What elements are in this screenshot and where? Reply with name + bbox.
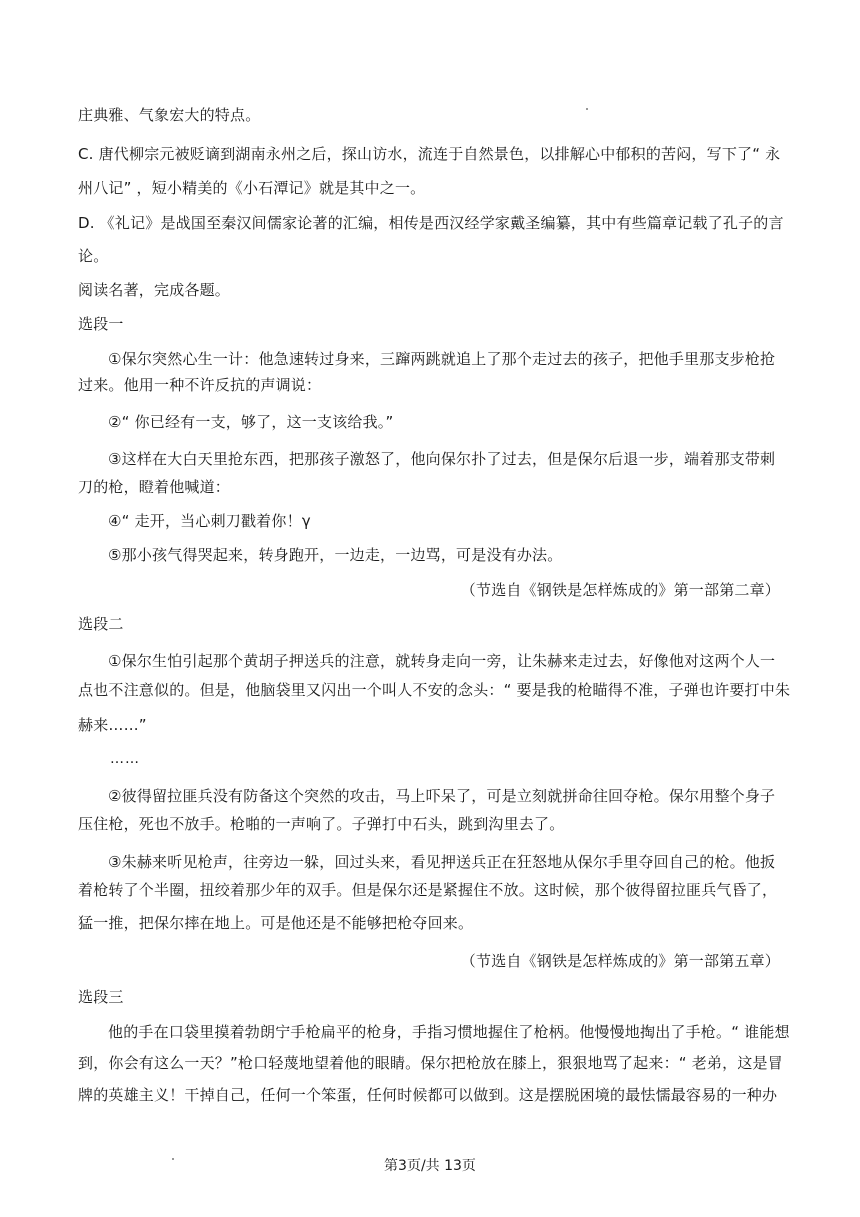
paragraph-line: 牌的英雄主义！干掉自己，任何一个笨蛋，任何时候都可以做到。这是摆脱困境的最怯懦最容易的一种办	[78, 1086, 778, 1104]
section-heading-1: 选段一	[78, 315, 124, 333]
paragraph-line: 到，你会有这么一天？”枪口轻蔑地望着他的眼睛。保尔把枪放在膝上，狠狠地骂了起来：“ 老弟，这是冒	[78, 1054, 783, 1072]
option-d-line: D. 《礼记》是战国至秦汉间儒家论著的汇编，相传是西汉经学家戴圣编纂，其中有些篇章记载了孔子的言	[78, 214, 784, 232]
paragraph-line: 赫来……”	[78, 716, 147, 734]
paragraph-line: ③朱赫来听见枪声，往旁边一躲，回过头来，看见押送兵正在狂怒地从保尔手里夺回自己的枪。他扳	[108, 853, 776, 871]
paragraph-line: 他的手在口袋里摸着勃朗宁手枪扁平的枪身，手指习惯地握住了枪柄。他慢慢地掏出了手枪。“ 谁能想	[108, 1023, 790, 1041]
paragraph-line: ④“ 走开，当心刺刀戳着你！γ	[108, 512, 311, 530]
instruction-text: 阅读名著，完成各题。	[78, 281, 231, 299]
text-line: 州八记” ，短小精美的《小石潭记》就是其中之一。	[78, 179, 426, 197]
paragraph-line: 点也不注意似的。但是，他脑袋里又闪出一个叫人不安的念头：“ 要是我的枪瞄得不准，子弹也许要打中朱	[78, 681, 791, 699]
page-number: 第3页/共 13页	[384, 1158, 476, 1174]
text-line: 论。	[78, 247, 109, 265]
section-heading-2: 选段二	[78, 615, 124, 633]
paragraph-line: 过来。他用一种不许反抗的声调说：	[78, 376, 322, 394]
paragraph-line: 刀的枪，瞪着他喊道：	[78, 478, 231, 496]
paragraph-line: 压住枪，死也不放手。枪啪的一声响了。子弹打中石头，跳到沟里去了。	[78, 815, 565, 833]
paragraph-line: ①保尔生怕引起那个黄胡子押送兵的注意，就转身走向一旁，让朱赫来走过去，好像他对这两个人一	[108, 652, 776, 670]
paragraph-line: 着枪转了个半圈，扭绞着那少年的双手。但是保尔还是紧握住不放。这时候，那个彼得留拉匪兵气昏了，	[78, 881, 778, 899]
option-c-line: C. 唐代柳宗元被贬谪到湖南永州之后，探山访水，流连于自然景色，以排解心中郁积的苦闷，写下了“ 永	[78, 145, 781, 163]
text-line: 庄典雅、气象宏大的特点。	[78, 106, 261, 124]
paragraph-line: ①保尔突然心生一计：他急速转过身来，三蹿两跳就追上了那个走过去的孩子，把他手里那支步枪抢	[108, 350, 776, 368]
paragraph-line: ②彼得留拉匪兵没有防备这个突然的攻击，马上吓呆了，可是立刻就拼命往回夺枪。保尔用整个身子	[108, 787, 776, 805]
paragraph-line: ③这样在大白天里抢东西，把那孩子激怒了，他向保尔扑了过去，但是保尔后退一步，端着那支带刺	[108, 450, 776, 468]
ellipsis-line: ……	[110, 751, 140, 767]
scan-speck	[586, 108, 588, 110]
source-citation-2: （节选自《钢铁是怎样炼成的》第一部第五章）	[460, 952, 780, 970]
paragraph-line: ②“ 你已经有一支，够了，这一支该给我。”	[108, 413, 394, 431]
section-heading-3: 选段三	[78, 988, 124, 1006]
paragraph-line: 猛一推，把保尔摔在地上。可是他还是不能够把枪夺回来。	[78, 914, 474, 932]
paragraph-line: ⑤那小孩气得哭起来，转身跑开，一边走，一边骂，可是没有办法。	[108, 546, 563, 564]
source-citation-1: （节选自《钢铁是怎样炼成的》第一部第二章）	[460, 581, 780, 599]
